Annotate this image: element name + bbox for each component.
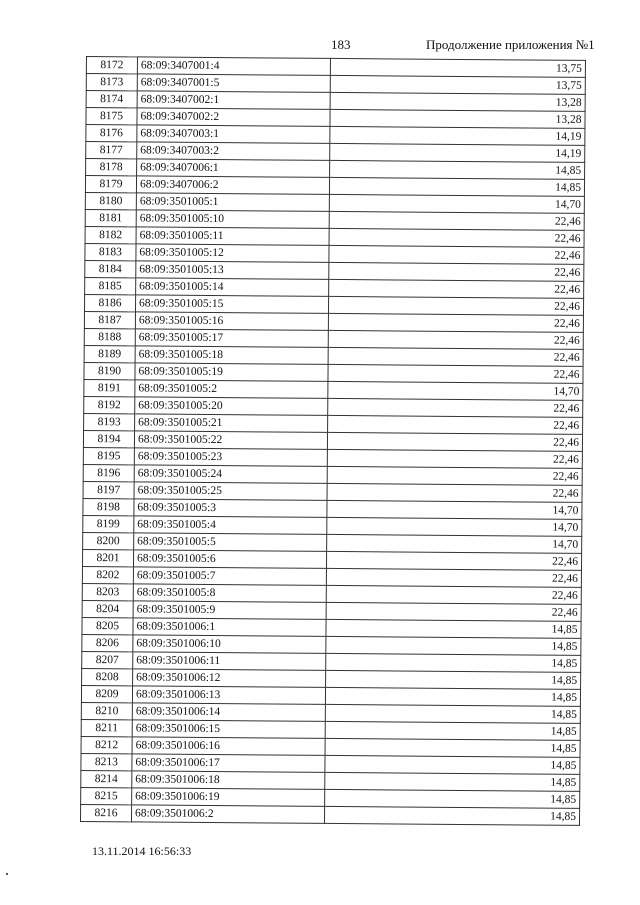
cadastral-number-cell: 68:09:3501006:2 xyxy=(131,805,324,824)
row-number-cell: 8214 xyxy=(81,770,132,787)
cadastral-number-cell: 68:09:3407006:2 xyxy=(136,176,329,195)
row-number-cell: 8178 xyxy=(86,159,137,176)
cadastral-number-cell: 68:09:3501006:12 xyxy=(133,669,326,688)
value-cell: 14,85 xyxy=(330,160,585,179)
cadastral-number-cell: 68:09:3501005:8 xyxy=(133,584,326,603)
value-cell: 22,46 xyxy=(326,568,581,587)
cadastral-number-cell: 68:09:3501005:19 xyxy=(135,363,328,382)
cadastral-number-cell: 68:09:3501005:9 xyxy=(133,601,326,620)
value-cell: 22,46 xyxy=(328,364,583,383)
row-number-cell: 8207 xyxy=(82,651,133,668)
row-number-cell: 8206 xyxy=(82,634,133,651)
cadastral-number-cell: 68:09:3501005:1 xyxy=(136,193,329,212)
value-cell: 14,70 xyxy=(329,194,584,213)
row-number-cell: 8190 xyxy=(84,362,135,379)
cadastral-number-cell: 68:09:3501005:21 xyxy=(135,414,328,433)
row-number-cell: 8188 xyxy=(84,328,135,345)
row-number-cell: 8208 xyxy=(82,668,133,685)
cadastral-number-cell: 68:09:3501005:11 xyxy=(136,227,329,246)
value-cell: 22,46 xyxy=(326,551,581,570)
scan-speck xyxy=(6,873,8,875)
cadastral-number-cell: 68:09:3501005:7 xyxy=(133,567,326,586)
row-number-cell: 8200 xyxy=(83,532,134,549)
row-number-cell: 8209 xyxy=(81,685,132,702)
cadastral-number-cell: 68:09:3501005:22 xyxy=(134,431,327,450)
row-number-cell: 8186 xyxy=(84,294,135,311)
cadastral-number-cell: 68:09:3501005:10 xyxy=(136,210,329,229)
row-number-cell: 8202 xyxy=(82,566,133,583)
row-number-cell: 8183 xyxy=(85,243,136,260)
row-number-cell: 8205 xyxy=(82,617,133,634)
value-cell: 13,28 xyxy=(330,92,585,111)
cadastral-number-cell: 68:09:3501006:13 xyxy=(132,686,325,705)
value-cell: 14,70 xyxy=(328,381,583,400)
cadastral-number-cell: 68:09:3501006:19 xyxy=(132,788,325,807)
value-cell: 14,85 xyxy=(326,619,581,638)
cadastral-number-cell: 68:09:3501005:24 xyxy=(134,465,327,484)
cadastral-number-cell: 68:09:3407002:1 xyxy=(137,91,330,110)
row-number-cell: 8173 xyxy=(86,74,137,91)
value-cell: 22,46 xyxy=(327,483,582,502)
cadastral-number-cell: 68:09:3501005:14 xyxy=(136,278,329,297)
cadastral-number-cell: 68:09:3501005:17 xyxy=(135,329,328,348)
table-row xyxy=(80,804,579,825)
value-cell: 14,85 xyxy=(325,738,580,757)
cadastral-number-cell: 68:09:3501005:15 xyxy=(135,295,328,314)
value-cell: 13,75 xyxy=(330,58,585,77)
row-number-cell: 8216 xyxy=(80,804,131,821)
cadastral-number-cell: 68:09:3501006:1 xyxy=(133,618,326,637)
row-number-cell: 8195 xyxy=(83,447,134,464)
row-number-cell: 8187 xyxy=(84,311,135,328)
row-number-cell: 8185 xyxy=(85,277,136,294)
cadastral-number-cell: 68:09:3501006:14 xyxy=(132,703,325,722)
value-cell: 14,85 xyxy=(325,789,580,808)
cadastral-table xyxy=(80,56,586,826)
page-number: 183 xyxy=(331,37,351,52)
value-cell: 22,46 xyxy=(329,211,584,230)
row-number-cell: 8193 xyxy=(84,413,135,430)
cadastral-number-cell: 68:09:3501005:4 xyxy=(134,516,327,535)
row-number-cell: 8182 xyxy=(85,226,136,243)
value-cell: 14,85 xyxy=(326,653,581,672)
value-cell: 14,85 xyxy=(325,772,580,791)
row-number-cell: 8203 xyxy=(82,583,133,600)
appendix-continuation-note: Продолжение приложения №1 xyxy=(426,37,595,52)
cadastral-number-cell: 68:09:3501006:11 xyxy=(133,652,326,671)
value-cell: 14,70 xyxy=(327,500,582,519)
value-cell: 14,85 xyxy=(329,177,584,196)
cadastral-number-cell: 68:09:3501006:17 xyxy=(132,754,325,773)
cadastral-number-cell: 68:09:3501005:12 xyxy=(136,244,329,263)
value-cell: 22,46 xyxy=(326,585,581,604)
value-cell: 22,46 xyxy=(328,398,583,417)
cadastral-number-cell: 68:09:3501005:2 xyxy=(135,380,328,399)
value-cell: 22,46 xyxy=(329,262,584,281)
row-number-cell: 8215 xyxy=(81,787,132,804)
value-cell: 22,46 xyxy=(329,228,584,247)
row-number-cell: 8197 xyxy=(83,481,134,498)
cadastral-number-cell: 68:09:3407001:4 xyxy=(137,57,330,76)
value-cell: 14,85 xyxy=(326,636,581,655)
cadastral-number-cell: 68:09:3407003:2 xyxy=(137,142,330,161)
row-number-cell: 8210 xyxy=(81,702,132,719)
cadastral-number-cell: 68:09:3407001:5 xyxy=(137,74,330,93)
row-number-cell: 8201 xyxy=(82,549,133,566)
row-number-cell: 8192 xyxy=(84,396,135,413)
row-number-cell: 8180 xyxy=(85,192,136,209)
cadastral-number-cell: 68:09:3501005:6 xyxy=(133,550,326,569)
value-cell: 22,46 xyxy=(328,296,583,315)
value-cell: 14,85 xyxy=(324,806,579,825)
value-cell: 22,46 xyxy=(328,330,583,349)
cadastral-number-cell: 68:09:3501006:16 xyxy=(132,737,325,756)
row-number-cell: 8198 xyxy=(83,498,134,515)
cadastral-number-cell: 68:09:3501006:15 xyxy=(132,720,325,739)
row-number-cell: 8184 xyxy=(85,260,136,277)
value-cell: 22,46 xyxy=(328,313,583,332)
cadastral-number-cell: 68:09:3407006:1 xyxy=(137,159,330,178)
value-cell: 14,85 xyxy=(325,687,580,706)
value-cell: 22,46 xyxy=(327,449,582,468)
value-cell: 22,46 xyxy=(327,432,582,451)
value-cell: 14,70 xyxy=(327,517,582,536)
value-cell: 13,28 xyxy=(330,109,585,128)
row-number-cell: 8179 xyxy=(85,176,136,193)
value-cell: 14,85 xyxy=(325,755,580,774)
row-number-cell: 8196 xyxy=(83,464,134,481)
value-cell: 14,70 xyxy=(327,534,582,553)
value-cell: 22,46 xyxy=(328,415,583,434)
row-number-cell: 8211 xyxy=(81,719,132,736)
row-number-cell: 8191 xyxy=(84,379,135,396)
row-number-cell: 8176 xyxy=(86,125,137,142)
cadastral-number-cell: 68:09:3407002:2 xyxy=(137,108,330,127)
cadastral-number-cell: 68:09:3407003:1 xyxy=(137,125,330,144)
row-number-cell: 8204 xyxy=(82,600,133,617)
cadastral-number-cell: 68:09:3501006:18 xyxy=(132,771,325,790)
row-number-cell: 8174 xyxy=(86,91,137,108)
value-cell: 22,46 xyxy=(326,602,581,621)
value-cell: 22,46 xyxy=(327,466,582,485)
value-cell: 14,19 xyxy=(330,126,585,145)
row-number-cell: 8213 xyxy=(81,753,132,770)
row-number-cell: 8177 xyxy=(86,142,137,159)
cadastral-number-cell: 68:09:3501005:13 xyxy=(136,261,329,280)
value-cell: 14,19 xyxy=(330,143,585,162)
value-cell: 14,85 xyxy=(326,670,581,689)
row-number-cell: 8189 xyxy=(84,345,135,362)
row-number-cell: 8181 xyxy=(85,209,136,226)
value-cell: 22,46 xyxy=(329,279,584,298)
cadastral-number-cell: 68:09:3501005:20 xyxy=(135,397,328,416)
value-cell: 22,46 xyxy=(328,347,583,366)
cadastral-number-cell: 68:09:3501006:10 xyxy=(133,635,326,654)
table-body xyxy=(80,57,585,826)
print-timestamp: 13.11.2014 16:56:33 xyxy=(92,844,192,858)
cadastral-number-cell: 68:09:3501005:25 xyxy=(134,482,327,501)
value-cell: 22,46 xyxy=(329,245,584,264)
cadastral-number-cell: 68:09:3501005:23 xyxy=(134,448,327,467)
value-cell: 13,75 xyxy=(330,75,585,94)
row-number-cell: 8199 xyxy=(83,515,134,532)
cadastral-number-cell: 68:09:3501005:16 xyxy=(135,312,328,331)
row-number-cell: 8172 xyxy=(86,57,137,74)
row-number-cell: 8175 xyxy=(86,108,137,125)
row-number-cell: 8194 xyxy=(83,430,134,447)
cadastral-number-cell: 68:09:3501005:18 xyxy=(135,346,328,365)
cadastral-number-cell: 68:09:3501005:5 xyxy=(134,533,327,552)
value-cell: 14,85 xyxy=(325,704,580,723)
cadastral-number-cell: 68:09:3501005:3 xyxy=(134,499,327,518)
value-cell: 14,85 xyxy=(325,721,580,740)
row-number-cell: 8212 xyxy=(81,736,132,753)
